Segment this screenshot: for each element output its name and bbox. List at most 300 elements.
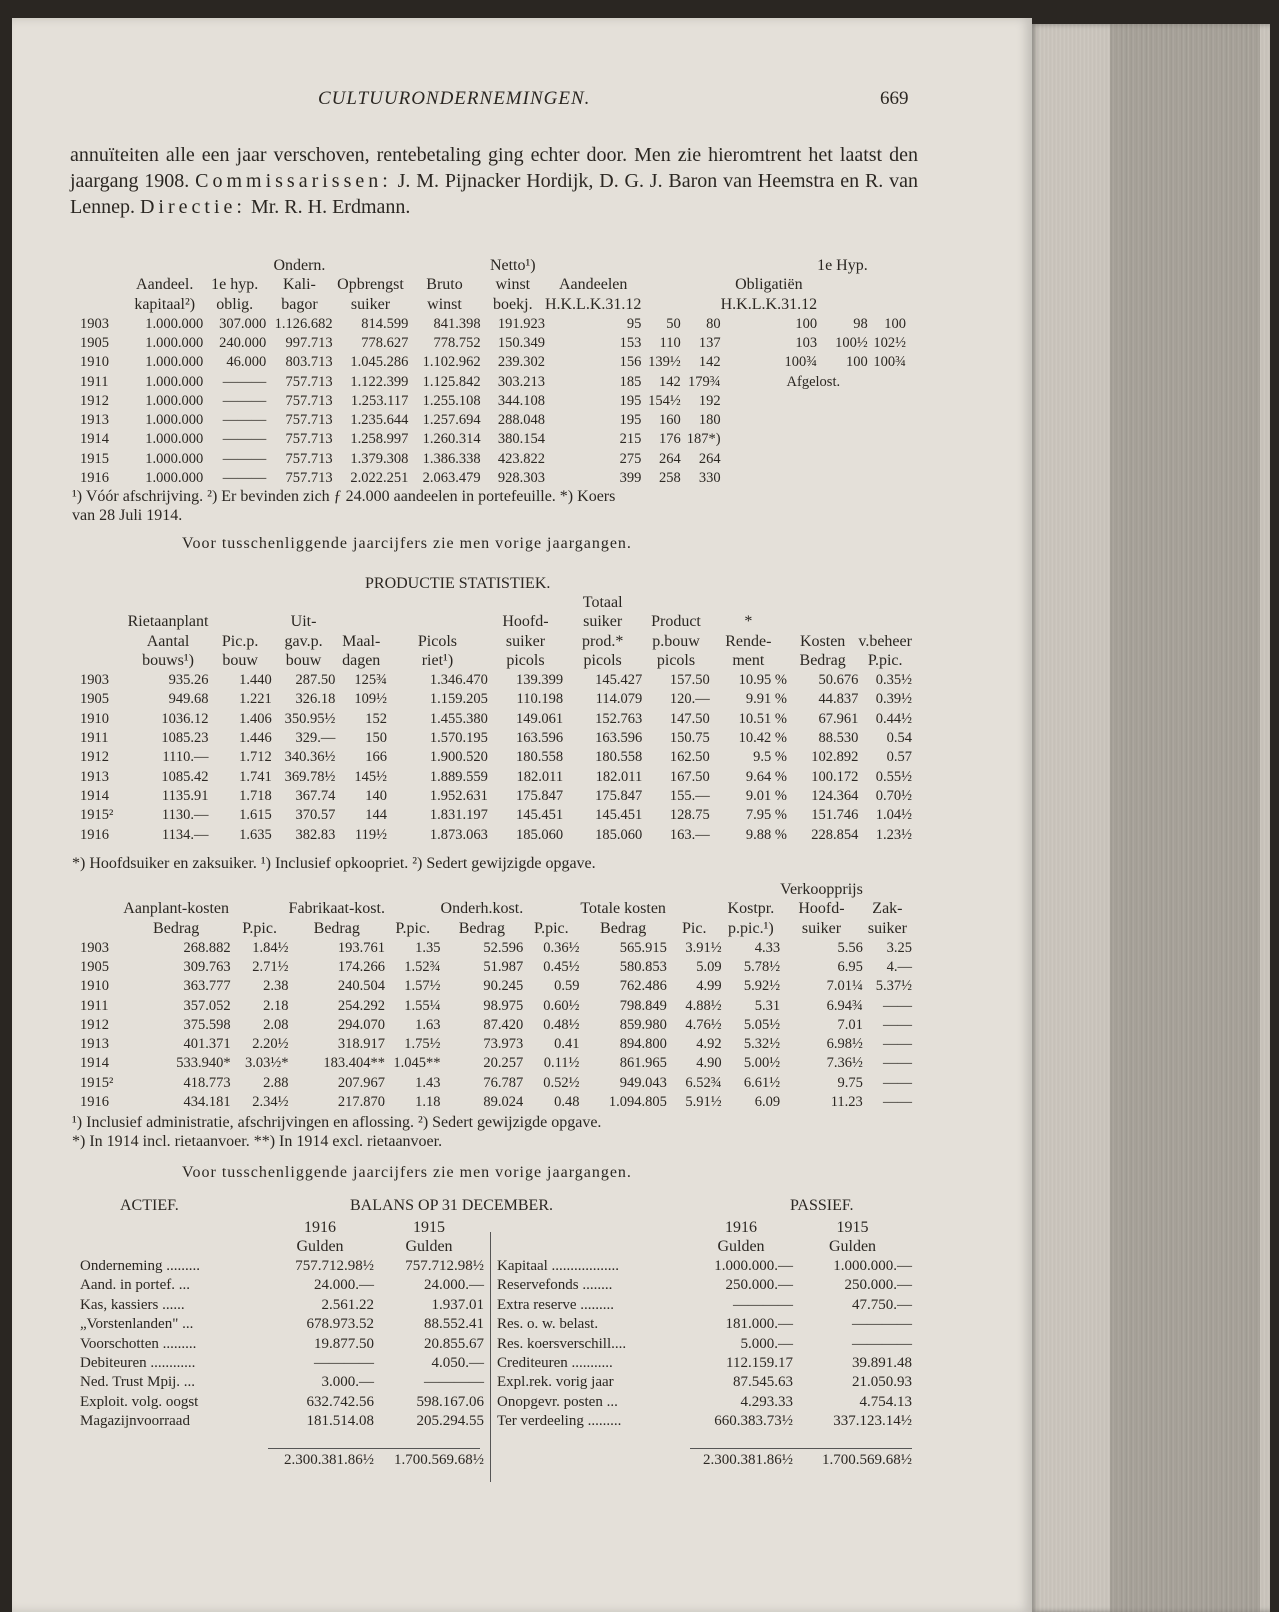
table-cell: 185 (619, 373, 642, 390)
item-label: Kas, kassiers ...... (80, 1296, 185, 1313)
table-cell: 150 (365, 730, 388, 747)
table-cell: 1130.— (161, 807, 209, 824)
table-cell: ——— (222, 392, 267, 409)
table-cell: ——— (222, 373, 267, 390)
item-label: Onopgevr. posten ... (497, 1393, 618, 1410)
balance-row (497, 1296, 912, 1315)
total-1916: 2.300.381.86½ (703, 1451, 793, 1468)
column-header: Kostpr. (727, 900, 775, 918)
column-header (80, 256, 126, 276)
table-cell: 180 (698, 412, 721, 429)
table-cell: 1135.91 (161, 787, 209, 804)
table-cell (868, 469, 906, 488)
table-cell: 3.91½ (685, 939, 722, 956)
table-cell: 193.761 (337, 939, 385, 956)
amount-1915: 4.050.— (431, 1354, 484, 1371)
table-cell: 160 (659, 412, 681, 429)
amount-1915: 20.855.67 (424, 1335, 484, 1352)
column-header (272, 593, 336, 613)
balance-row (80, 1354, 484, 1373)
table-cell: 0.41 (554, 1036, 580, 1053)
table-cell: 757.713 (285, 373, 333, 390)
page-number: 669 (880, 88, 909, 109)
table-cell: 156 (619, 354, 642, 371)
table-cell: 140 (365, 787, 388, 804)
column-header (667, 880, 722, 900)
column-header (868, 295, 906, 315)
table-cell: 1.000.000 (145, 412, 204, 429)
table-cell (817, 430, 868, 449)
balance-row (80, 1334, 484, 1353)
year-cell: 1912 (80, 749, 109, 766)
year-cell: 1912 (80, 1016, 109, 1033)
column-header (289, 880, 385, 900)
amount-1916: 4.293.33 (740, 1393, 793, 1410)
table-cell: 67.961 (818, 710, 859, 727)
column-header: v.beheer (858, 632, 912, 650)
table-cell: 757.713 (285, 412, 333, 429)
table-cell: 175.847 (595, 787, 643, 804)
column-header: Bedrag (799, 652, 846, 670)
table-cell: 100½ (835, 334, 868, 351)
column-header (488, 593, 563, 613)
table-cell: 0.39½ (875, 691, 912, 708)
column-header (721, 256, 817, 276)
table-cell: 103 (795, 334, 818, 351)
table-row (80, 1093, 912, 1112)
balance-row (497, 1373, 912, 1392)
table-cell: 139½ (648, 354, 681, 371)
table-cell: 1.23½ (875, 826, 912, 843)
table-cell: 1.159.205 (429, 691, 488, 708)
table-cell: 367.74 (295, 787, 336, 804)
column-header (710, 593, 787, 613)
table-cell: 9.64 % (745, 768, 787, 785)
table-cell: 5.37½ (875, 978, 912, 995)
table-cell: 4.99 (696, 978, 722, 995)
amount-1916: 24.000.— (314, 1277, 374, 1294)
total-1915: 1.700.569.68½ (822, 1451, 912, 1468)
table-cell (868, 411, 906, 430)
table-cell: 52.596 (483, 939, 524, 956)
table-cell: 176 (659, 431, 681, 448)
item-label: Expl.rek. vorig jaar (497, 1374, 614, 1391)
table-cell: 1.57½ (404, 978, 441, 995)
amount-1916: 181.514.08 (306, 1413, 374, 1430)
column-header: Hoofd- (798, 900, 845, 918)
cost-footnote: ¹) Inclusief administratie, afschrijvingen en aflossing. ²) Sedert gewijzigde opgave. (72, 1114, 602, 1131)
balance-row (80, 1257, 484, 1276)
table-cell: 187*) (686, 431, 721, 448)
year-cell: 1914 (80, 787, 109, 804)
table-row (80, 939, 912, 958)
table-cell: 155.— (669, 787, 710, 804)
column-header: p.bouw (652, 632, 700, 650)
column-header: oblig. (216, 295, 254, 313)
table-cell: 1.257.694 (422, 412, 481, 429)
table-cell: 363.777 (183, 978, 231, 995)
year-header: 1916 (304, 1218, 336, 1236)
amount-1915: 1.000.000.— (833, 1257, 912, 1274)
table-cell: 0.11½ (543, 1055, 580, 1072)
table-cell (817, 469, 868, 488)
year-cell: 1910 (80, 710, 109, 727)
table-cell (817, 392, 868, 411)
table-cell: 153 (619, 334, 642, 351)
header-row (80, 593, 912, 613)
item-label: Crediteuren ........... (497, 1354, 613, 1371)
column-header: Bruto (426, 276, 463, 294)
amount-1915: 47.750.— (852, 1296, 912, 1313)
table-cell: 110 (659, 334, 681, 351)
table-cell: 7.01 (837, 1016, 863, 1033)
year-cell: 1913 (80, 412, 109, 429)
column-header: H.K.L.K.31.12 (544, 295, 642, 313)
table-cell: 4.33 (754, 939, 781, 956)
table-cell: 7.01¼ (826, 978, 863, 995)
table-cell: 0.52½ (543, 1074, 580, 1091)
year-row (80, 1218, 484, 1237)
column-header: suiker (583, 613, 623, 631)
table-cell: 1.570.195 (429, 730, 488, 747)
table-cell: 1.386.338 (422, 450, 481, 467)
table-row (80, 392, 906, 411)
table-cell: 4.88½ (685, 997, 722, 1014)
column-header (80, 919, 122, 939)
table-cell: 859.980 (619, 1016, 667, 1033)
amount-1916: 87.545.63 (733, 1374, 793, 1391)
table-cell: 1.094.805 (608, 1094, 667, 1111)
table-cell: 399 (619, 470, 642, 487)
table-cell: 0.35½ (875, 672, 912, 689)
table-cell: 1.952.631 (429, 787, 488, 804)
table-cell: 88.530 (818, 730, 859, 747)
table-cell: 401.371 (183, 1036, 231, 1053)
year-cell: 1916 (80, 470, 109, 487)
table-cell: 894.800 (619, 1036, 667, 1053)
table-cell: 6.98½ (826, 1036, 863, 1053)
commissarissen-label: Commissarissen: (195, 170, 392, 192)
table-cell: 73.973 (483, 1036, 524, 1053)
table-cell: 1085.42 (161, 768, 209, 785)
item-label: Ned. Trust Mpij. ... (80, 1374, 196, 1391)
table-cell: 7.95 % (745, 807, 787, 824)
column-header (858, 613, 912, 633)
table-cell: 307.000 (219, 315, 267, 332)
column-header: picols (583, 652, 622, 670)
table-cell: 287.50 (295, 672, 336, 689)
column-header: ment (732, 652, 765, 670)
table-cell: 151.746 (811, 807, 859, 824)
table-cell: 100 (845, 354, 868, 371)
amount-1916: 5.000.— (740, 1335, 793, 1352)
table-cell: 195 (619, 392, 642, 409)
table-cell: —— (883, 1074, 912, 1091)
column-header: Pic. (682, 919, 707, 937)
passief-label: PASSIEF. (790, 1197, 854, 1214)
header-row (80, 880, 912, 900)
table-cell: 762.486 (619, 978, 667, 995)
table-cell: 1.000.000 (145, 431, 204, 448)
table-cell: 798.849 (619, 997, 667, 1014)
column-header: Picols (417, 632, 457, 650)
item-label: Aand. in portef. ... (80, 1277, 190, 1294)
table-cell: 10.51 % (738, 710, 787, 727)
column-header: Netto¹) (489, 256, 536, 274)
table-cell: 7.36½ (826, 1055, 863, 1072)
table-cell (721, 450, 817, 469)
table-cell: 185.060 (515, 826, 564, 843)
table-cell: 330 (698, 470, 721, 487)
blank-cell (497, 1237, 689, 1256)
column-header (80, 593, 128, 613)
column-header: * (744, 613, 753, 631)
table-row (80, 787, 912, 806)
table-cell: 2.20½ (252, 1036, 289, 1053)
column-header: bagor (281, 295, 318, 313)
table-cell: 5.91½ (685, 1094, 722, 1111)
amount-1915: 757.712.98½ (405, 1257, 484, 1274)
table-cell: 1.000.000 (145, 450, 204, 467)
table-cell: 0.45½ (543, 958, 580, 975)
table-cell: ——— (222, 412, 267, 429)
column-header (80, 900, 122, 920)
table-cell: 3.03½* (245, 1055, 289, 1072)
table-cell: 142 (698, 354, 721, 371)
column-header (231, 880, 289, 900)
blank-cell (497, 1218, 689, 1237)
item-label: Magazijnvoorraad (80, 1413, 190, 1430)
table-cell: 6.95 (837, 958, 863, 975)
amount-1916: 3.000.— (321, 1374, 374, 1391)
table-cell: 2.88 (263, 1074, 289, 1091)
table-cell: 157.50 (669, 672, 710, 689)
table-cell: 4.92 (696, 1036, 722, 1053)
table-cell: 11.23 (830, 1094, 863, 1111)
table-cell: 380.154 (497, 431, 545, 448)
table-cell: 0.59 (554, 978, 580, 995)
column-header: Aantal (146, 632, 190, 650)
table-row (80, 996, 912, 1015)
table-cell: 2.022.251 (350, 470, 409, 487)
column-header: Onderh.kost. (440, 900, 524, 918)
table-cell: 182.011 (516, 768, 564, 785)
table-cell: 1.000.000 (145, 392, 204, 409)
balance-row (497, 1354, 912, 1373)
table-cell: 2.08 (263, 1016, 289, 1033)
blank-cell (80, 1218, 266, 1237)
amount-1915: ———— (424, 1374, 484, 1391)
year-cell: 1915 (80, 450, 109, 467)
table-row (80, 1074, 912, 1093)
column-header: bouw (222, 652, 258, 670)
column-header (80, 632, 128, 652)
amount-1916: 1.000.000.— (714, 1257, 793, 1274)
table-cell: 144 (365, 807, 388, 824)
table-cell: 757.713 (285, 392, 333, 409)
table-cell: 949.68 (168, 691, 209, 708)
column-header (787, 613, 858, 633)
table-cell: 191.923 (497, 315, 545, 332)
column-header: suiker (801, 919, 842, 937)
year-cell: 1911 (80, 373, 109, 390)
table-cell (721, 469, 817, 488)
table-cell: 100¾ (784, 354, 818, 371)
table-cell: ——— (222, 431, 267, 448)
header-row (80, 256, 906, 276)
table-cell: 5.09 (696, 958, 722, 975)
table-cell: 152.763 (595, 710, 643, 727)
balance-row (497, 1315, 912, 1334)
table-cell: 814.599 (361, 315, 409, 332)
table-cell: 1.873.063 (429, 826, 488, 843)
amount-1916: ———— (314, 1354, 374, 1371)
table-cell: 1.831.197 (429, 807, 488, 824)
column-header: Ondern. (273, 256, 326, 274)
table-cell: 51.987 (483, 958, 524, 975)
column-header: 1e hyp. (211, 276, 259, 294)
table-row (80, 977, 912, 996)
item-label: Kapitaal .................. (497, 1257, 620, 1274)
year-cell: 1903 (80, 939, 109, 956)
table-cell: 1.52¾ (404, 958, 441, 975)
table-cell: 533.940* (176, 1055, 231, 1072)
table-cell: 935.26 (168, 672, 209, 689)
unit-row (80, 1237, 484, 1256)
column-header: Opbrengst (337, 276, 404, 294)
table-row (80, 729, 912, 748)
table-cell: 344.108 (497, 392, 545, 409)
column-header: riet¹) (421, 652, 454, 670)
table-cell: 288.048 (497, 412, 545, 429)
table-cell (721, 411, 817, 430)
table-cell: 1.889.559 (429, 768, 488, 785)
column-header (579, 880, 666, 900)
item-label: „Vorstenlanden" ... (80, 1316, 194, 1333)
amount-1916: 181.000.— (725, 1316, 793, 1333)
table-cell: 145.451 (595, 807, 643, 824)
table-cell: 207.967 (337, 1074, 385, 1091)
table-row (80, 1054, 912, 1073)
column-header (641, 295, 680, 315)
table-cell (817, 450, 868, 469)
year-cell: 1903 (80, 672, 109, 689)
amount-1915: 598.167.06 (416, 1393, 484, 1410)
column-header (545, 256, 641, 276)
table-cell: 2.38 (263, 978, 289, 995)
column-header: Fabrikaat-kost. (288, 900, 385, 918)
amount-1916: 250.000.— (725, 1277, 793, 1294)
column-header (787, 593, 858, 613)
passief-table (497, 1218, 912, 1470)
remark-1: Voor tusschenliggende jaarcijfers zie men vorige jaargangen. (182, 535, 632, 552)
column-header (681, 256, 721, 276)
table-cell: 1.126.682 (274, 315, 333, 332)
intro-text: annuïteiten alle een jaar verschoven, rentebetaling ging echter door. Men zie hieromtrent het laatst den jaargang 1908. (70, 144, 918, 192)
column-header: Rietaanplant (127, 613, 209, 631)
column-header: p.pic.¹) (728, 919, 774, 937)
table-row (80, 825, 912, 844)
table-cell: 1.455.380 (429, 710, 488, 727)
table-cell: 3.25 (886, 939, 912, 956)
table-cell: 6.52¾ (685, 1074, 722, 1091)
table-cell: 2.063.479 (422, 470, 481, 487)
table-cell: 100.172 (811, 768, 859, 785)
column-header: Totale kosten (580, 900, 666, 918)
column-header: Bedrag (600, 919, 647, 937)
total-1915: 1.700.569.68½ (394, 1451, 484, 1468)
table-cell: 100 (795, 315, 818, 332)
table-cell: 6.09 (754, 1094, 781, 1111)
table-cell: 778.752 (433, 334, 481, 351)
table-cell: 2.71½ (252, 958, 289, 975)
column-header (335, 593, 387, 613)
column-header: Product (651, 613, 701, 631)
amount-1915: 205.294.55 (416, 1413, 484, 1430)
table-cell: 1.000.000 (145, 334, 204, 351)
table-cell: 6.94¾ (826, 997, 863, 1014)
column-header: Aandeelen (558, 276, 628, 294)
column-header (441, 880, 524, 900)
production-title: PRODUCTIE STATISTIEK. (365, 575, 551, 592)
column-header: Hoofd- (502, 613, 549, 631)
table1-footnote-2: van 28 Juli 1914. (72, 507, 183, 524)
table-cell: 5.00½ (743, 1055, 781, 1072)
balance-divider (490, 1232, 491, 1482)
table-cell: 309.763 (183, 958, 231, 975)
table-cell: 329.— (295, 730, 336, 747)
table-cell: 240.000 (219, 334, 267, 351)
balance-row (80, 1412, 484, 1431)
table-cell: 326.18 (295, 691, 336, 708)
column-header (231, 900, 289, 920)
column-header (80, 295, 126, 315)
column-header: winst (427, 295, 462, 313)
table-cell: 215 (619, 431, 642, 448)
table-cell: 154½ (648, 392, 681, 409)
commissarissen-names: J. M. Pijnacker Hordijk, D. G. J. Baron van Heemstra en R. van Lennep. (70, 170, 918, 218)
column-header: bouw (285, 652, 322, 670)
total-row (497, 1451, 912, 1470)
table-cell: 182.011 (595, 768, 643, 785)
table-cell: 1.43 (415, 1074, 441, 1091)
column-header (863, 880, 912, 900)
table-cell: 195 (619, 412, 642, 429)
table-cell: 294.070 (337, 1016, 385, 1033)
table-cell: 565.915 (619, 939, 667, 956)
table-cell: 89.024 (483, 1094, 524, 1111)
column-header: Kosten (799, 632, 846, 650)
table-cell: 44.837 (818, 691, 859, 708)
table-cell: 264 (698, 450, 721, 467)
table-cell: 147.50 (669, 710, 710, 727)
table-cell: 163.596 (595, 730, 643, 747)
table-cell: 145½ (354, 768, 388, 785)
column-header (387, 593, 488, 613)
column-header: bouws¹) (142, 652, 194, 670)
table-cell: 861.965 (619, 1055, 667, 1072)
table-row (80, 411, 906, 430)
table-row (80, 315, 906, 334)
item-label: Exploit. volg. oogst (80, 1393, 199, 1410)
table-cell: 10.95 % (738, 672, 787, 689)
header-row (80, 652, 912, 672)
header-row (80, 900, 912, 920)
table-cell: 580.853 (619, 958, 667, 975)
table-cell: 1.253.117 (350, 392, 409, 409)
table-cell: 180.558 (515, 749, 564, 766)
table-cell: 1134.— (161, 826, 209, 843)
